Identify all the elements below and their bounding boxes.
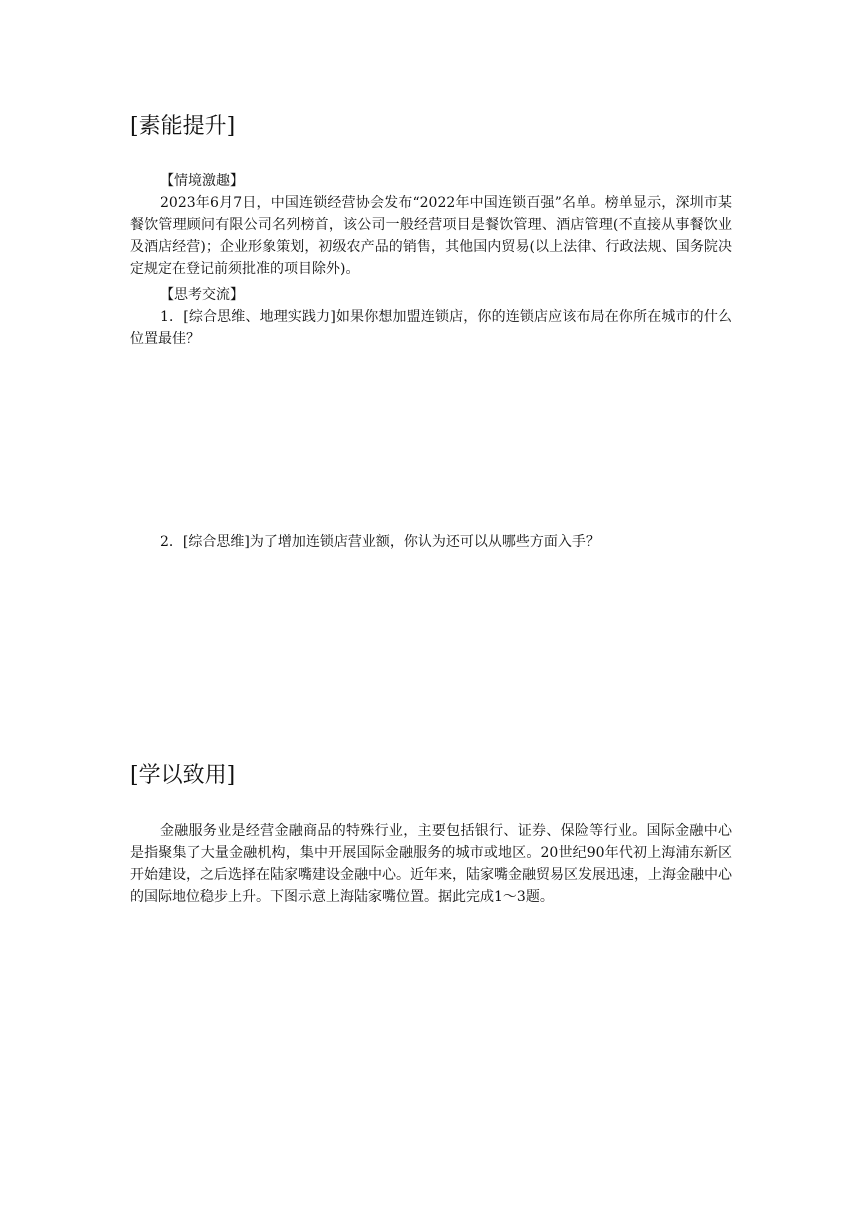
question-1: 1．[综合思维、地理实践力]如果你想加盟连锁店，你的连锁店应该布局在你所在城市的什么位置最佳？ <box>130 309 732 347</box>
situation-block <box>130 170 732 280</box>
section-title-suneng-tisheng: [素能提升] <box>130 114 236 139</box>
situation-label: 【情境激趣】 <box>160 173 244 189</box>
think-block <box>130 284 732 350</box>
section-title-xueyi-zhiyong: [学以致用] <box>130 763 236 788</box>
question-2: 2．[综合思维]为了增加连锁店营业额，你认为还可以从哪些方面入手？ <box>160 534 600 550</box>
finance-intro-paragraph: 金融服务业是经营金融商品的特殊行业，主要包括银行、证券、保险等行业。国际金融中心是指聚集了大量金融机构，集中开展国际金融服务的城市或地区。20世纪90年代初上海浦东新区开始建设，之后选择在陆家嘴建设金融中心。近年来，陆家嘴金融贸易区发展迅速，上海金融中心的国际地位稳步上升。下图示意上海陆家嘴位置。据此完成1～3题。 <box>130 823 732 905</box>
think-label: 【思考交流】 <box>160 287 244 303</box>
question-2-block <box>130 531 732 553</box>
apply-block <box>130 820 732 908</box>
situation-paragraph: 2023年6月7日，中国连锁经营协会发布“2022年中国连锁百强”名单。榜单显示，深圳市某餐饮管理顾问有限公司名列榜首，该公司一般经营项目是餐饮管理、酒店管理(不直接从事餐饮业及酒店经营)；企业形象策划，初级农产品的销售，其他国内贸易(以上法律、行政法规、国务院决定规定在登记前须批准的项目除外)。 <box>130 195 732 277</box>
